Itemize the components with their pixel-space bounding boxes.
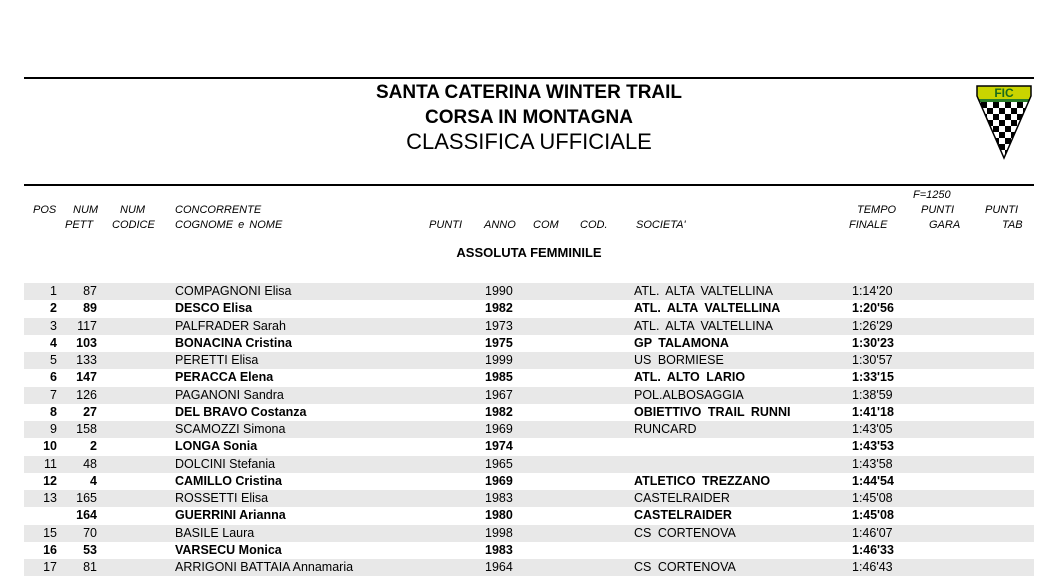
row-position: 2 (50, 301, 57, 316)
row-bib-number: 126 (76, 387, 97, 402)
table-row (24, 335, 1034, 352)
row-athlete-name: SCAMOZZI Simona (175, 422, 286, 436)
table-row (24, 283, 1034, 300)
row-athlete-name: PERACCA Elena (175, 370, 274, 385)
table-row (24, 456, 1034, 473)
row-birth-year: 1969 (485, 473, 513, 488)
row-club: US BORMIESE (634, 353, 724, 367)
row-birth-year: 1965 (485, 456, 513, 471)
row-bib-number: 87 (83, 284, 97, 298)
table-row (24, 369, 1034, 386)
table-row (24, 421, 1034, 438)
col-cod: COD. (580, 219, 608, 231)
col-num-codice-2: CODICE (112, 219, 155, 231)
row-birth-year: 1999 (485, 353, 513, 367)
row-position: 3 (50, 318, 57, 333)
row-position: 6 (50, 370, 57, 385)
logo-letters: FIC (994, 86, 1014, 100)
row-position: 7 (50, 387, 57, 402)
col-punti-tab-1: PUNTI (985, 204, 1018, 216)
row-birth-year: 1964 (485, 560, 513, 574)
row-finish-time: 1:45'08 (852, 491, 893, 505)
row-position: 9 (50, 422, 57, 436)
row-club: POL.ALBOSAGGIA (634, 387, 744, 402)
row-club: ATLETICO TREZZANO (634, 473, 771, 488)
col-punti: PUNTI (429, 219, 462, 231)
row-birth-year: 1990 (485, 284, 513, 298)
row-birth-year: 1974 (485, 439, 513, 454)
row-finish-time: 1:33'15 (852, 370, 894, 385)
row-position: 16 (43, 542, 57, 557)
col-f-label: F=1250 (913, 189, 951, 201)
col-num-pett-2: PETT (65, 219, 94, 231)
header-rule (24, 184, 1034, 186)
row-club: ATL. ALTO LARIO (634, 370, 746, 385)
table-row (24, 300, 1034, 317)
row-athlete-name: PAGANONI Sandra (175, 387, 284, 402)
row-club: RUNCARD (634, 422, 697, 436)
row-finish-time: 1:46'33 (852, 542, 894, 557)
row-club: ATL. ALTA VALTELLINA (634, 318, 773, 333)
table-row (24, 525, 1034, 542)
row-athlete-name: DOLCINI Stefania (175, 456, 276, 471)
row-birth-year: 1998 (485, 525, 513, 540)
row-club: ATL. ALTA VALTELLINA (634, 301, 781, 316)
row-athlete-name: BASILE Laura (175, 525, 255, 540)
row-bib-number: 53 (83, 542, 97, 557)
row-bib-number: 165 (76, 491, 97, 505)
fic-logo-icon (975, 84, 1033, 160)
row-club: CS CORTENOVA (634, 525, 736, 540)
col-num-pett-1: NUM (73, 204, 99, 216)
row-birth-year: 1980 (485, 508, 513, 523)
row-bib-number: 103 (76, 335, 97, 350)
col-anno: ANNO (484, 219, 516, 231)
row-finish-time: 1:43'05 (852, 422, 893, 436)
table-row (24, 559, 1034, 576)
row-birth-year: 1982 (485, 404, 513, 419)
row-athlete-name: BONACINA Cristina (175, 335, 292, 350)
row-bib-number: 147 (76, 370, 97, 385)
top-rule (24, 77, 1034, 79)
col-tempo-2: FINALE (849, 219, 888, 231)
row-position: 1 (50, 284, 57, 298)
row-bib-number: 48 (83, 456, 97, 471)
table-row (24, 404, 1034, 421)
col-concorrente-2: COGNOME e NOME (175, 219, 283, 231)
row-bib-number: 4 (90, 473, 97, 488)
row-position: 5 (50, 353, 57, 367)
row-finish-time: 1:46'07 (852, 525, 893, 540)
table-row (24, 438, 1034, 455)
row-position: 11 (44, 456, 57, 471)
col-concorrente-1: CONCORRENTE (175, 204, 262, 216)
col-punti-tab-2: TAB (1002, 219, 1023, 231)
row-bib-number: 158 (76, 422, 97, 436)
row-finish-time: 1:44'54 (852, 473, 894, 488)
row-athlete-name: COMPAGNONI Elisa (175, 284, 292, 298)
row-position: 4 (50, 335, 57, 350)
event-title: SANTA CATERINA WINTER TRAIL (375, 82, 683, 103)
row-bib-number: 81 (83, 560, 97, 574)
row-finish-time: 1:43'58 (852, 456, 893, 471)
col-pos: POS (33, 204, 57, 216)
row-finish-time: 1:45'08 (852, 508, 894, 523)
row-club: OBIETTIVO TRAIL RUNNI (634, 404, 791, 419)
row-finish-time: 1:20'56 (852, 301, 894, 316)
table-row (24, 542, 1034, 559)
row-club: GP TALAMONA (634, 335, 729, 350)
row-finish-time: 1:30'57 (852, 353, 893, 367)
row-birth-year: 1967 (485, 387, 513, 402)
table-row (24, 318, 1034, 335)
row-athlete-name: ARRIGONI BATTAIA Annamaria (175, 560, 354, 574)
row-finish-time: 1:30'23 (852, 335, 894, 350)
row-club: CASTELRAIDER (634, 491, 730, 505)
table-row (24, 387, 1034, 404)
row-athlete-name: GUERRINI Arianna (175, 508, 286, 523)
ranking-title: CLASSIFICA UFFICIALE (406, 129, 652, 154)
row-bib-number: 89 (83, 301, 97, 316)
row-bib-number: 70 (83, 525, 97, 540)
row-finish-time: 1:43'53 (852, 439, 894, 454)
col-societa: SOCIETA' (636, 219, 686, 231)
row-bib-number: 164 (76, 508, 97, 523)
row-position: 12 (43, 473, 57, 488)
row-bib-number: 133 (76, 353, 97, 367)
row-birth-year: 1975 (485, 335, 513, 350)
row-bib-number: 117 (77, 318, 97, 333)
row-finish-time: 1:26'29 (852, 318, 893, 333)
row-athlete-name: DEL BRAVO Costanza (175, 404, 307, 419)
col-num-codice-1: NUM (120, 204, 146, 216)
row-finish-time: 1:41'18 (852, 404, 894, 419)
row-athlete-name: VARSECU Monica (175, 542, 282, 557)
category-heading: ASSOLUTA FEMMINILE (456, 245, 602, 260)
col-punti-gara-2: GARA (929, 219, 961, 231)
row-athlete-name: CAMILLO Cristina (175, 473, 282, 488)
table-row (24, 490, 1034, 507)
row-birth-year: 1982 (485, 301, 513, 316)
row-club: ATL. ALTA VALTELLINA (634, 284, 773, 298)
row-position: 8 (50, 404, 57, 419)
row-bib-number: 27 (83, 404, 97, 419)
table-row (24, 473, 1034, 490)
row-finish-time: 1:14'20 (852, 284, 893, 298)
row-birth-year: 1983 (485, 542, 513, 557)
col-tempo-1: TEMPO (857, 204, 897, 216)
row-position: 10 (43, 439, 57, 454)
row-position: 15 (43, 525, 57, 540)
row-birth-year: 1973 (485, 318, 513, 333)
row-athlete-name: PERETTI Elisa (175, 353, 259, 367)
row-athlete-name: LONGA Sonia (175, 439, 258, 454)
row-bib-number: 2 (90, 439, 97, 454)
row-finish-time: 1:46'43 (852, 560, 893, 574)
row-athlete-name: DESCO Elisa (175, 301, 253, 316)
col-punti-gara-1: PUNTI (921, 204, 954, 216)
table-row (24, 352, 1034, 369)
row-birth-year: 1969 (485, 422, 513, 436)
row-athlete-name: PALFRADER Sarah (175, 318, 286, 333)
table-row (24, 507, 1034, 524)
event-subtitle: CORSA IN MONTAGNA (425, 107, 633, 128)
row-birth-year: 1985 (485, 370, 513, 385)
row-athlete-name: ROSSETTI Elisa (175, 491, 269, 505)
col-com: COM (533, 219, 559, 231)
row-club: CASTELRAIDER (634, 508, 732, 523)
row-position: 13 (43, 491, 57, 505)
row-finish-time: 1:38'59 (852, 387, 893, 402)
row-position: 17 (43, 560, 57, 574)
row-club: CS CORTENOVA (634, 560, 736, 574)
row-birth-year: 1983 (485, 491, 513, 505)
